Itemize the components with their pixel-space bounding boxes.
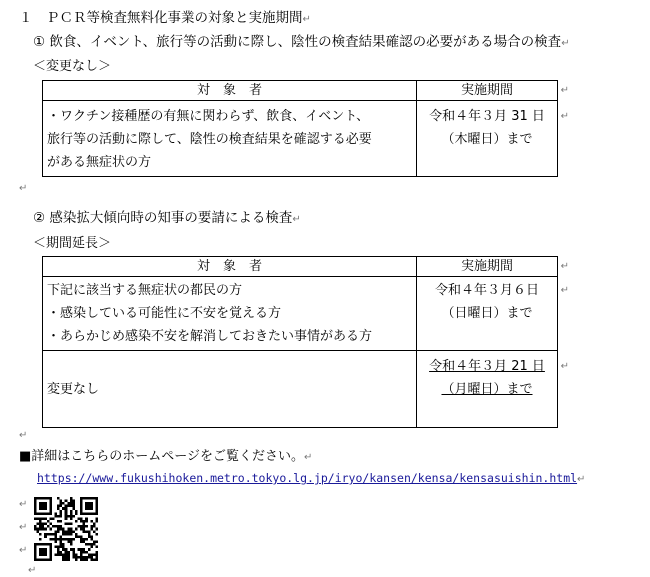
target-line: ・ワクチン接種歴の有無に関わらず、飲食、イベント、	[47, 109, 370, 124]
empty-paragraph-mark: ↵	[19, 522, 28, 533]
qr-code-image	[34, 497, 98, 561]
sub1-table	[42, 80, 569, 177]
sub2-row2-period-cell: 令和４年３月 21 日 （月曜日）まで ↵	[417, 351, 558, 428]
target-line: 旅行等の活動に際して、陰性の検査結果を確認する必要	[47, 132, 372, 147]
period-line: （月曜日）まで	[441, 382, 533, 397]
sub2-row1-target-cell	[43, 277, 417, 351]
sub2-table-header	[43, 257, 558, 277]
empty-paragraph-mark: ↵	[19, 183, 28, 194]
details-url-link[interactable]: https://www.fukushihoken.metro.tokyo.lg.jp/iryo/kansen/kensa/kensasuishin.html	[37, 471, 578, 485]
period-line: 令和４年３月 31 日	[429, 109, 545, 124]
empty-paragraph-mark: ↵	[28, 565, 37, 576]
sub2-row1-period-cell: 令和４年３月６日 （日曜日）まで ↵	[417, 277, 558, 351]
sub1-tag: ＜変更なし＞	[33, 59, 112, 74]
empty-paragraph-mark: ↵	[19, 499, 28, 510]
empty-paragraph-mark: ↵	[19, 545, 28, 556]
header-target: 対 象 者	[43, 81, 417, 101]
target-line: がある無症状の方	[47, 155, 152, 170]
table-row	[43, 277, 558, 351]
sub2-table	[42, 256, 569, 428]
target-line: 下記に該当する無症状の都民の方	[47, 283, 243, 298]
sub2-tag: ＜期間延長＞	[33, 236, 112, 251]
target-line: ・あらかじめ感染不安を解消しておきたい事情がある方	[47, 329, 373, 344]
sub1-period-cell: 令和４年３月 31 日 （木曜日）まで ↵	[417, 101, 558, 177]
period-line: 令和４年３月６日	[434, 283, 539, 298]
table-row	[43, 101, 558, 177]
qr-finder-top-right	[80, 497, 98, 515]
period-line: （木曜日）まで	[441, 132, 533, 147]
header-period: 実施期間 ↵	[417, 257, 558, 277]
period-line: （日曜日）まで	[441, 306, 533, 321]
details-url-line: https://www.fukushihoken.metro.tokyo.lg.jp/iryo/kansen/kensa/kensasuishin.html↵	[37, 471, 586, 485]
details-text: ■詳細はこちらのホームページをご覧ください。↵	[19, 449, 313, 464]
section-heading: １ ＰＣＲ等検査無料化事業の対象と実施期間↵	[19, 10, 311, 26]
period-line: 令和４年３月 21 日	[429, 359, 545, 374]
sub1-target-cell	[43, 101, 417, 177]
sub1-title: ① 飲食、イベント、旅行等の活動に際し、陰性の検査結果確認の必要がある場合の検査↵	[33, 34, 570, 50]
sub2-title: ② 感染拡大傾向時の知事の要請による検査↵	[33, 210, 301, 226]
header-target: 対 象 者	[43, 257, 417, 277]
qr-finder-bottom-left	[34, 543, 52, 561]
header-period: 実施期間 ↵	[417, 81, 558, 101]
sub1-table-header	[43, 81, 558, 101]
target-line: ・感染している可能性に不安を覚える方	[47, 306, 282, 321]
table-row	[43, 351, 558, 428]
sub2-row2-target-cell: 変更なし	[43, 351, 417, 428]
qr-finder-top-left	[34, 497, 52, 515]
empty-paragraph-mark: ↵	[19, 430, 28, 441]
